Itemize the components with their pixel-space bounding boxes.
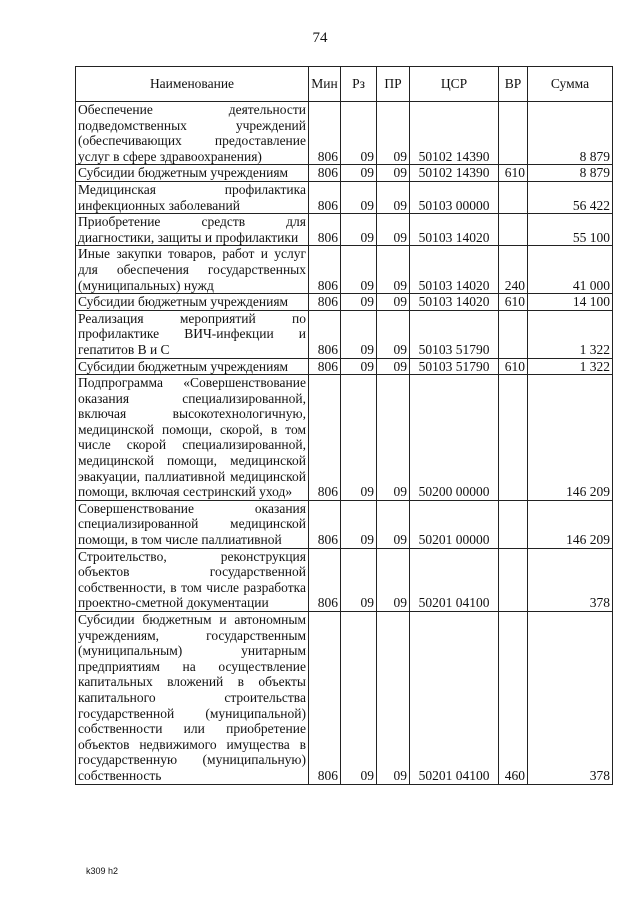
row-rz: 09	[341, 102, 377, 165]
table-row	[76, 548, 613, 611]
col-header-csr: ЦСР	[410, 67, 499, 102]
table-row	[76, 102, 613, 165]
table-header-row	[76, 67, 613, 102]
page-number: 74	[312, 30, 328, 46]
table-row	[76, 214, 613, 246]
row-name: Строительство, реконструкция объектов государственной собственности, в том числе разработка проектно-сметной документации	[76, 548, 309, 611]
row-name: Обеспечение деятельности подведомственных учреждений (обеспечивающих предоставление услуг в сфере здравоохранения)	[76, 102, 309, 165]
row-sum: 41 000	[528, 246, 613, 294]
row-sum: 146 209	[528, 500, 613, 548]
col-header-sum: Сумма	[528, 67, 613, 102]
row-sum: 14 100	[528, 294, 613, 311]
row-vr: 610	[499, 294, 528, 311]
row-sum: 8 879	[528, 165, 613, 182]
row-vr: 240	[499, 246, 528, 294]
row-pr: 09	[377, 214, 410, 246]
row-min: 806	[309, 181, 341, 213]
col-header-name: Наименование	[76, 67, 309, 102]
row-csr: 50201 04100	[410, 612, 499, 785]
row-sum: 146 209	[528, 375, 613, 501]
row-rz: 09	[341, 310, 377, 358]
row-pr: 09	[377, 375, 410, 501]
row-rz: 09	[341, 165, 377, 182]
row-min: 806	[309, 548, 341, 611]
row-csr: 50102 14390	[410, 102, 499, 165]
row-csr: 50103 00000	[410, 181, 499, 213]
row-pr: 09	[377, 612, 410, 785]
row-min: 806	[309, 165, 341, 182]
row-rz: 09	[341, 246, 377, 294]
col-header-rz: Рз	[341, 67, 377, 102]
row-name: Подпрограмма «Совершенствование оказания специализированной, включая высокотехнологичную, медицинской помощи, скорой, в том числе скорой специализированной, медицинской помощи, медицинской эвакуации, паллиативной медицинской помощи, включая сестринский уход»	[76, 375, 309, 501]
row-pr: 09	[377, 246, 410, 294]
row-min: 806	[309, 246, 341, 294]
row-vr	[499, 375, 528, 501]
table-row	[76, 246, 613, 294]
row-rz: 09	[341, 214, 377, 246]
row-rz: 09	[341, 294, 377, 311]
row-sum: 1 322	[528, 310, 613, 358]
row-min: 806	[309, 102, 341, 165]
table-row	[76, 612, 613, 785]
row-pr: 09	[377, 500, 410, 548]
row-vr	[499, 102, 528, 165]
row-pr: 09	[377, 102, 410, 165]
row-csr: 50103 14020	[410, 246, 499, 294]
row-vr	[499, 548, 528, 611]
row-name: Субсидии бюджетным учреждениям	[76, 358, 309, 375]
row-rz: 09	[341, 358, 377, 375]
row-min: 806	[309, 375, 341, 501]
table-row	[76, 310, 613, 358]
row-csr: 50103 51790	[410, 358, 499, 375]
row-sum: 1 322	[528, 358, 613, 375]
col-header-min: Мин	[309, 67, 341, 102]
row-csr: 50201 04100	[410, 548, 499, 611]
budget-table	[75, 66, 613, 785]
table-row	[76, 165, 613, 182]
row-vr: 610	[499, 358, 528, 375]
row-sum: 378	[528, 612, 613, 785]
row-pr: 09	[377, 548, 410, 611]
row-name: Субсидии бюджетным учреждениям	[76, 165, 309, 182]
footer-code: k309 h2	[86, 866, 119, 876]
row-rz: 09	[341, 181, 377, 213]
row-sum: 378	[528, 548, 613, 611]
row-csr: 50103 51790	[410, 310, 499, 358]
row-vr: 460	[499, 612, 528, 785]
row-csr: 50201 00000	[410, 500, 499, 548]
row-min: 806	[309, 612, 341, 785]
row-min: 806	[309, 310, 341, 358]
row-vr	[499, 500, 528, 548]
col-header-pr: ПР	[377, 67, 410, 102]
table-row	[76, 500, 613, 548]
row-rz: 09	[341, 500, 377, 548]
row-name: Субсидии бюджетным и автономным учреждениям, государственным (муниципальным) унитарным предприятиям на осуществление капитальных вложений в объекты капитального строительства государственной (муниципальной) собственности или приобретение объектов недвижимого имущества в государственную (муниципальную) собственность	[76, 612, 309, 785]
row-name: Приобретение средств для диагностики, защиты и профилактики	[76, 214, 309, 246]
row-name: Совершенствование оказания специализированной медицинской помощи, в том числе паллиативной	[76, 500, 309, 548]
row-rz: 09	[341, 548, 377, 611]
row-sum: 55 100	[528, 214, 613, 246]
col-header-vr: ВР	[499, 67, 528, 102]
row-rz: 09	[341, 612, 377, 785]
row-name: Медицинская профилактика инфекционных заболеваний	[76, 181, 309, 213]
row-min: 806	[309, 358, 341, 375]
row-pr: 09	[377, 310, 410, 358]
row-pr: 09	[377, 294, 410, 311]
table-row	[76, 294, 613, 311]
row-csr: 50102 14390	[410, 165, 499, 182]
row-vr	[499, 214, 528, 246]
row-vr	[499, 310, 528, 358]
row-vr: 610	[499, 165, 528, 182]
row-pr: 09	[377, 165, 410, 182]
table-row	[76, 181, 613, 213]
row-pr: 09	[377, 181, 410, 213]
row-min: 806	[309, 500, 341, 548]
row-sum: 56 422	[528, 181, 613, 213]
row-name: Субсидии бюджетным учреждениям	[76, 294, 309, 311]
table-row	[76, 358, 613, 375]
row-name: Реализация мероприятий по профилактике ВИЧ-инфекции и гепатитов В и С	[76, 310, 309, 358]
table-row	[76, 375, 613, 501]
row-csr: 50103 14020	[410, 294, 499, 311]
row-csr: 50103 14020	[410, 214, 499, 246]
row-rz: 09	[341, 375, 377, 501]
row-sum: 8 879	[528, 102, 613, 165]
row-csr: 50200 00000	[410, 375, 499, 501]
row-vr	[499, 181, 528, 213]
row-pr: 09	[377, 358, 410, 375]
row-min: 806	[309, 294, 341, 311]
row-min: 806	[309, 214, 341, 246]
row-name: Иные закупки товаров, работ и услуг для обеспечения государственных (муниципальных) нужд	[76, 246, 309, 294]
